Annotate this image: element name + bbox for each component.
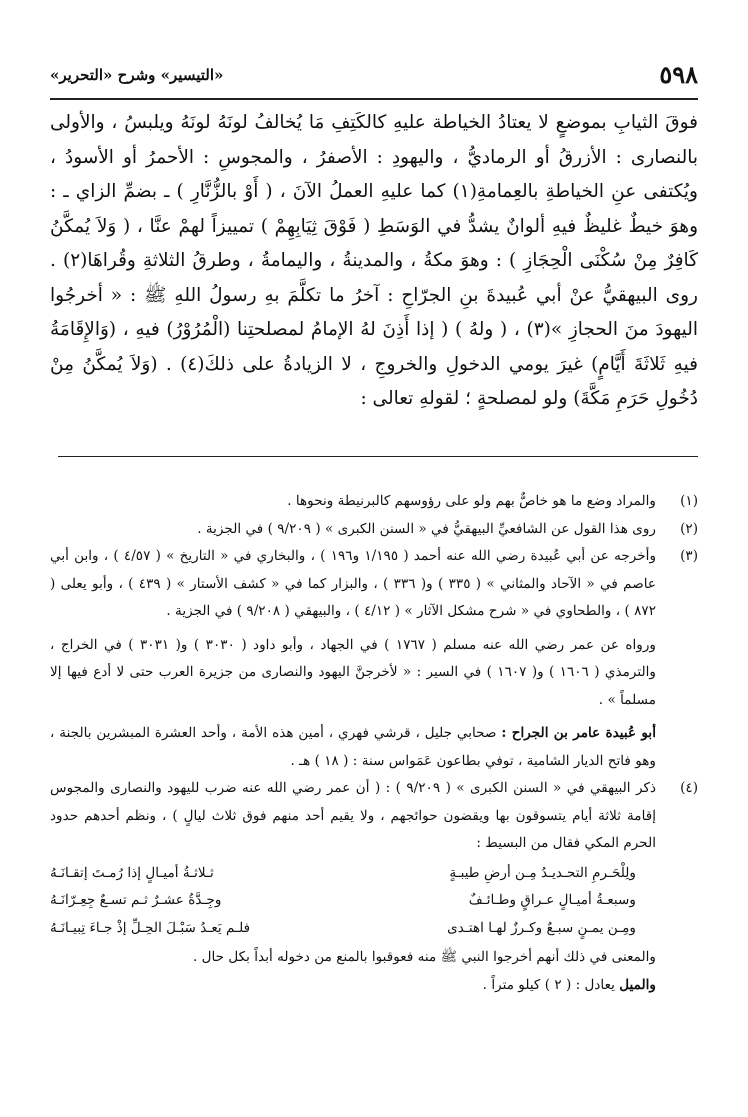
poem-hemistich-second: فلـم يَعـدُ سَبْـلَ الحِـلِّ إذْ جـاءَ تِبيـانَـهُ <box>50 919 251 936</box>
poem-hemistich-first: وسبعـةُ أميـالٍ عـراقٍ وطـائـفٌ <box>468 892 636 908</box>
running-title: «التيسير» وشرح «التحرير» <box>50 66 224 84</box>
mile-text: يعادل : ( ٢ ) كيلو متراً . <box>482 976 615 993</box>
footnotes <box>50 488 698 999</box>
footnote-separator <box>58 456 698 457</box>
poem-verse <box>50 887 656 915</box>
footnote-1 <box>50 488 698 516</box>
footnote-text: وأخرجه عن أبي عُبيدة رضي الله عنه أحمد ( ١/١٩٥ و١٩٦ ) ، والبخاري في « التاريخ » ( ٤/٥٧ ) ، وابن أبي عاصم في « الآحاد والمثاني » ( ٣٣٥ ) و( ٣٣٦ ) ، والبزار كما في « كشف الأستار » ( ٤٣٩ ) ، وأبو يعلى ( ٨٧٢ ) ، والطحاوي في « شرح مشكل الآثار » ( ٤/١٢ ) ، والبيهقي ( ٩/٢٠٨ ) في الجزية . <box>50 548 657 619</box>
page-number: ٥٩٨ <box>659 60 698 89</box>
poem-hemistich-second: وجِـدَّةُ عشـرٌ ثـم تسـعٌ جِعِـرّانَـهُ <box>50 892 222 908</box>
main-text <box>50 106 698 417</box>
footnote-number: (٤) <box>680 780 698 796</box>
footnote-text: روى هذا القول عن الشافعيِّ البيهقيُّ في « السنن الكبرى » ( ٩/٢٠٩ ) في الجزية . <box>197 520 656 537</box>
poem-verse <box>50 915 656 943</box>
footnote-number: (١) <box>680 493 698 509</box>
footnote-2 <box>50 516 698 544</box>
poem-hemistich-first: ومِـن يمـنٍ سبـعٌ وكـرزٌ لهـا اهتـدى <box>447 919 636 936</box>
poem <box>50 860 656 943</box>
footnote-3 <box>50 543 698 775</box>
poem-verse <box>50 860 656 888</box>
mile-label: والميل <box>619 976 656 993</box>
footnote-mile-note <box>50 972 656 1000</box>
footnote-text-second: ورواه عن عمر رضي الله عنه مسلم ( ١٧٦٧ ) في الجهاد ، وأبو داود ( ٣٠٣٠ ) و( ٣٠٣١ ) في الخراج ، والترمذي ( ١٦٠٦ ) و( ١٦٠٧ ) في السير : « لأخرجنَّ اليهود والنصارى من جزيرة العرب حتى لا أدع فيها إلا مسلماً » . <box>50 636 656 708</box>
footnote-number: (٣) <box>680 548 698 564</box>
footnote-number: (٢) <box>680 520 698 537</box>
poem-hemistich-first: ولِلْحَـرمِ التحـديـدُ مِـن أرضِ طيبـةٍ <box>449 864 636 881</box>
footnote-text: والمراد وضع ما هو خاصٌّ بهم ولو على رؤوسهم كالبرنيطة ونحوها . <box>287 493 656 509</box>
footnote-biography <box>50 720 656 775</box>
footnote-text: ذكر البيهقي في « السنن الكبرى » ( ٩/٢٠٩ ) : ( أن عمر رضي الله عنه ضرب لليهود والنصارى والمجوس إقامة ثلاثة أيام يتسوقون بها ويقضون حوائجهم ، ولا يقيم أحد منهم فوق ثلاث ليالٍ ) ، ونظم أحدهم حدود الحرم المكي فقال من البسيط : <box>50 780 657 851</box>
biography-text: صحابي جليل ، قرشي فهري ، أمين هذه الأمة ، وأحد العشرة المبشرين بالجنة ، وهو فاتح الديار الشامية ، توفي بطاعون عَمَواس سنة : ( ١٨ ) هـ . <box>50 725 656 769</box>
poem-hemistich-second: ثـلاثـةُ أميـالٍ إذا رُمـتَ إتقـانَـهُ <box>50 864 214 881</box>
footnote-4 <box>50 775 698 999</box>
biography-name: أبو عُبيدة عامر بن الجراح : <box>501 725 656 741</box>
page-header <box>50 58 698 100</box>
main-paragraph: فوقَ الثيابِ بموضعٍ لا يعتادُ الخياطة عليهِ كالكَتِفِ مَا يُخالفُ لونَهُ لونَهُ ويلبسُ ، والأولى بالنصارى : الأزرقُ أو الرماديُّ ، واليهودِ : الأصفرُ ، والمجوسِ : الأحمرُ أو الأسودُ ، ويُكتفى عنِ الخياطةِ بالعِمامةِ(١) كما عليهِ العملُ الآنَ ، ( أَوْ بالزُّنَّارِ ) ـ بضمِّ الزاي ـ : وهوَ خيطٌ غليظٌ فيهِ ألوانٌ يشدُّ في الوَسَطِ ( فَوْقَ ثِيَابِهِمْ ) تمييزاً لهمْ عنَّا ، ( وَلاَ يُمكَّنُ كَافِرٌ مِنْ سُكْنَى الْحِجَازِ ) : وهوَ مكةُ ، والمدينةُ ، واليمامةُ ، وطرقُ الثلاثةِ وقُراهَا(٢) . روى البيهقيُّ عنْ أبي عُبيدةَ بنِ الجرّاحِ : آخرُ ما تكلَّمَ بهِ رسولُ اللهِ ﷺ : « أخرجُوا اليهودَ منَ الحجازِ »(٣) ، ( ولهُ ) ( إذا أَذِنَ لهُ الإمامُ لمصلحتِنا (الْمُرُوْرُ) فيهِ ، (وَالإِقَامَةُ فيهِ ثَلاثَةَ أَيَّامٍ) غيرَ يومي الدخولِ والخروجِ ، لا الزيادةُ على ذلكَ(٤) . (وَلاَ يُمكَّنُ مِنْ دُخُولِ حَرَمِ مَكَّةَ) ولو لمصلحةٍ ؛ لقولهِ تعالى : <box>50 112 698 409</box>
footnote-text-meaning: والمعنى في ذلك أنهم أخرجوا النبي ﷺ منه فعوقبوا بالمنع من دخوله أبداً بكل حال . <box>192 949 656 965</box>
